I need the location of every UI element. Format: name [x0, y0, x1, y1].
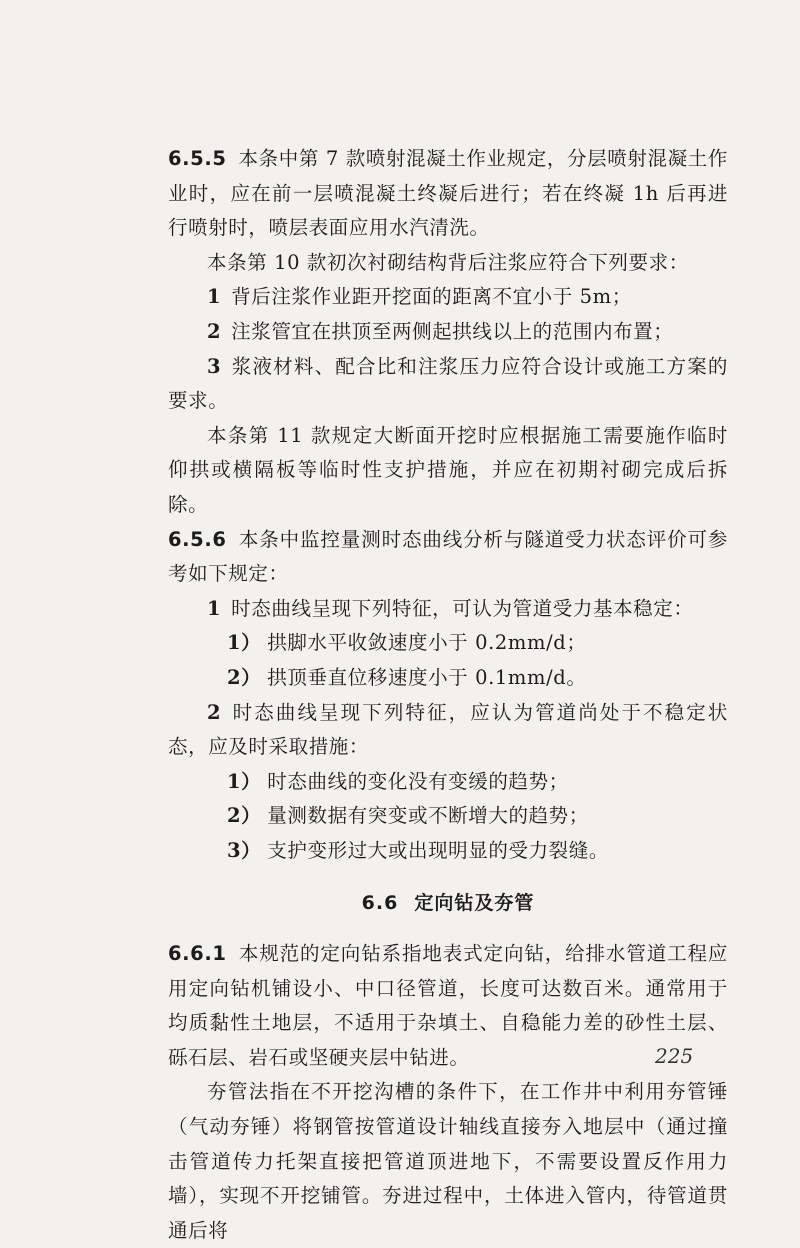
list-item — [168, 350, 728, 419]
paragraph-text: 夯管法指在不开挖沟槽的条件下，在工作井中利用夯管锤（气动夯锤）将钢管按管道设计轴线直接夯入地层中（通过撞击管道传力托架直接把管道顶进地下，不需要设置反作用力墙），实现不开挖铺管。夯进过程中，土体进入管内，待管道贯通后将 — [168, 1080, 728, 1242]
paragraph-6-6-1 — [168, 937, 728, 1075]
clause-text: 本规范的定向钻系指地表式定向钻，给排水管道工程应用定向钻机铺设小、中口径管道，长度可达数百米。通常用于均质黏性土地层，不适用于杂填土、自稳能力差的砂性土层、砾石层、岩石或坚硬夹层中钻进。 — [168, 942, 728, 1069]
sub-item-text: 拱顶垂直位移速度小于 0.1mm/d。 — [267, 665, 587, 689]
item-number: 2 — [207, 700, 222, 724]
clause-text: 本条中第 7 款喷射混凝土作业规定，分层喷射混凝土作业时，应在前一层喷混凝土终凝后进行；若在终凝 1h 后再进行喷射时，喷层表面应用水汽清洗。 — [168, 147, 728, 240]
section-title: 定向钻及夯管 — [414, 892, 535, 915]
sub-item-number: 1） — [227, 631, 262, 655]
sub-item-number: 3） — [227, 838, 262, 862]
sub-item — [168, 834, 728, 869]
section-number: 6.6 — [361, 892, 399, 915]
item-number: 2 — [207, 319, 222, 343]
clause-number: 6.5.5 — [168, 147, 227, 170]
clause-text: 本条中监控量测时态曲线分析与隧道受力状态评价可参考如下规定： — [168, 527, 728, 586]
sub-item-text: 量测数据有突变或不断增大的趋势； — [267, 804, 589, 828]
sub-item — [168, 661, 728, 696]
clause-number: 6.5.6 — [168, 527, 227, 551]
sub-item — [168, 799, 728, 834]
sub-item-text: 时态曲线的变化没有变缓的趋势； — [267, 769, 569, 793]
list-item — [168, 696, 728, 765]
paragraph-text: 本条第 10 款初次衬砌结构背后注浆应符合下列要求： — [207, 250, 689, 274]
list-item — [168, 315, 728, 350]
item-text: 注浆管宜在拱顶至两侧起拱线以上的范围内布置； — [231, 319, 674, 343]
item-number: 1 — [207, 596, 222, 620]
sub-item-number: 2） — [227, 665, 262, 689]
list-item — [168, 592, 728, 627]
section-heading — [168, 886, 728, 921]
item-number: 3 — [207, 354, 222, 378]
list-item — [168, 280, 728, 315]
item-text: 时态曲线呈现下列特征，应认为管道尚处于不稳定状态，应及时采取措施： — [168, 700, 728, 759]
document-page — [168, 142, 728, 1248]
item-text: 时态曲线呈现下列特征，可认为管道受力基本稳定： — [231, 596, 694, 620]
item-number: 1 — [207, 285, 222, 309]
sub-item-number: 1） — [227, 769, 262, 793]
sub-item-number: 2） — [227, 804, 262, 828]
sub-item — [168, 765, 728, 800]
item-text: 背后注浆作业距开挖面的距离不宜小于 5m； — [231, 285, 632, 309]
paragraph-6-5-5 — [168, 142, 728, 246]
page-number: 225 — [655, 1044, 694, 1068]
sub-item — [168, 626, 728, 661]
paragraph-text: 本条第 11 款规定大断面开挖时应根据施工需要施作临时仰拱或横隔板等临时性支护措施，并应在初期衬砌完成后拆除。 — [168, 423, 728, 516]
item-text: 浆液材料、配合比和注浆压力应符合设计或施工方案的要求。 — [168, 354, 728, 413]
sub-item-text: 拱脚水平收敛速度小于 0.2mm/d； — [267, 631, 587, 655]
sub-item-text: 支护变形过大或出现明显的受力裂缝。 — [267, 838, 609, 862]
clause-number: 6.6.1 — [168, 942, 227, 966]
paragraph-6-5-6 — [168, 523, 728, 592]
